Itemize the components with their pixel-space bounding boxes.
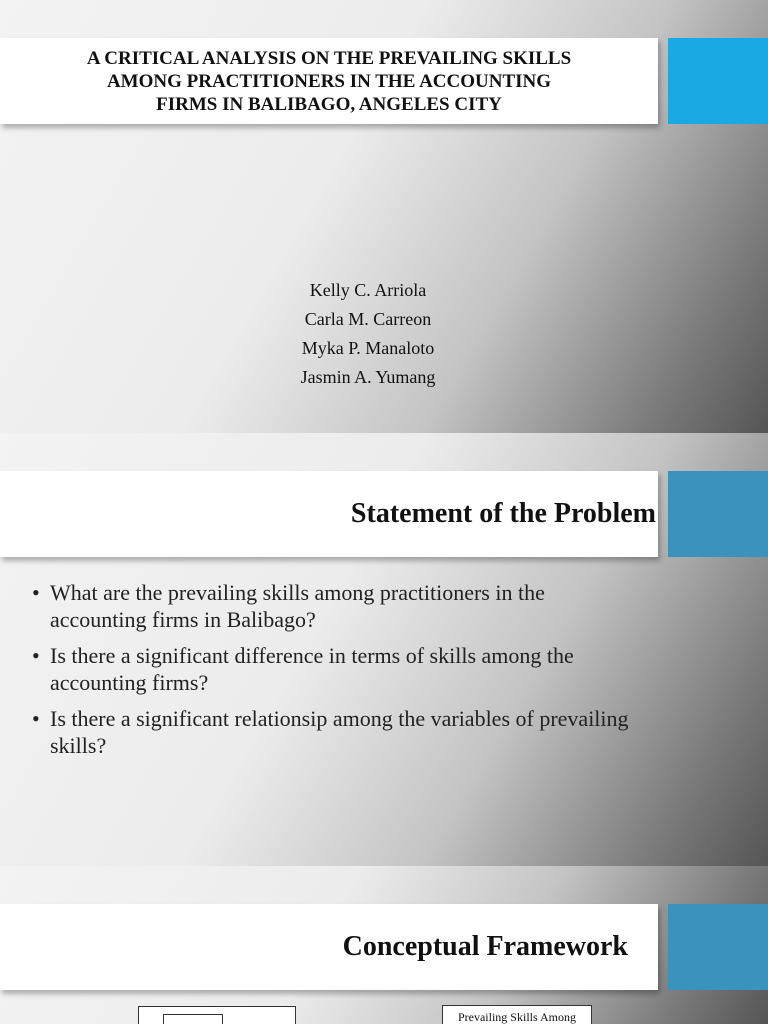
author-name: Jasmin A. Yumang (300, 367, 436, 387)
author-name: Kelly C. Arriola (309, 280, 427, 300)
framework-output-box (442, 1005, 592, 1024)
accent-block (668, 904, 768, 990)
slide-statement-of-problem (0, 433, 768, 866)
bullet-item: • Is there a significant relationsip among the variables of prevailing skills? (32, 705, 632, 759)
title-bar (0, 904, 658, 990)
title-bar (0, 38, 658, 124)
slide-title (0, 0, 768, 433)
accent-block (668, 38, 768, 124)
presentation-title: A CRITICAL ANALYSIS ON THE PREVAILING SKILLS AMONG PRACTITIONERS IN THE ACCOUNTING FIRMS IN BALIBAGO, ANGELES CITY (86, 47, 572, 115)
accent-block (668, 471, 768, 557)
bullet-item: • What are the prevailing skills among practitioners in the accounting firms in Balibago? (32, 579, 632, 633)
framework-input-box (138, 1006, 296, 1024)
slide-heading: Statement of the Problem (350, 498, 656, 529)
bullet-item: • Is there a significant difference in terms of skills among the accounting firms? (32, 642, 632, 696)
framework-box-label: Prevailing Skills Among (457, 1010, 576, 1024)
slide-heading: Conceptual Framework (342, 931, 628, 962)
framework-inner-box (163, 1014, 223, 1024)
author-name: Myka P. Manaloto (301, 338, 435, 358)
slide-conceptual-framework (0, 866, 768, 1024)
title-bar (0, 471, 658, 557)
bullet-list (32, 579, 632, 768)
author-name: Carla M. Carreon (304, 309, 432, 329)
author-list (0, 276, 736, 392)
